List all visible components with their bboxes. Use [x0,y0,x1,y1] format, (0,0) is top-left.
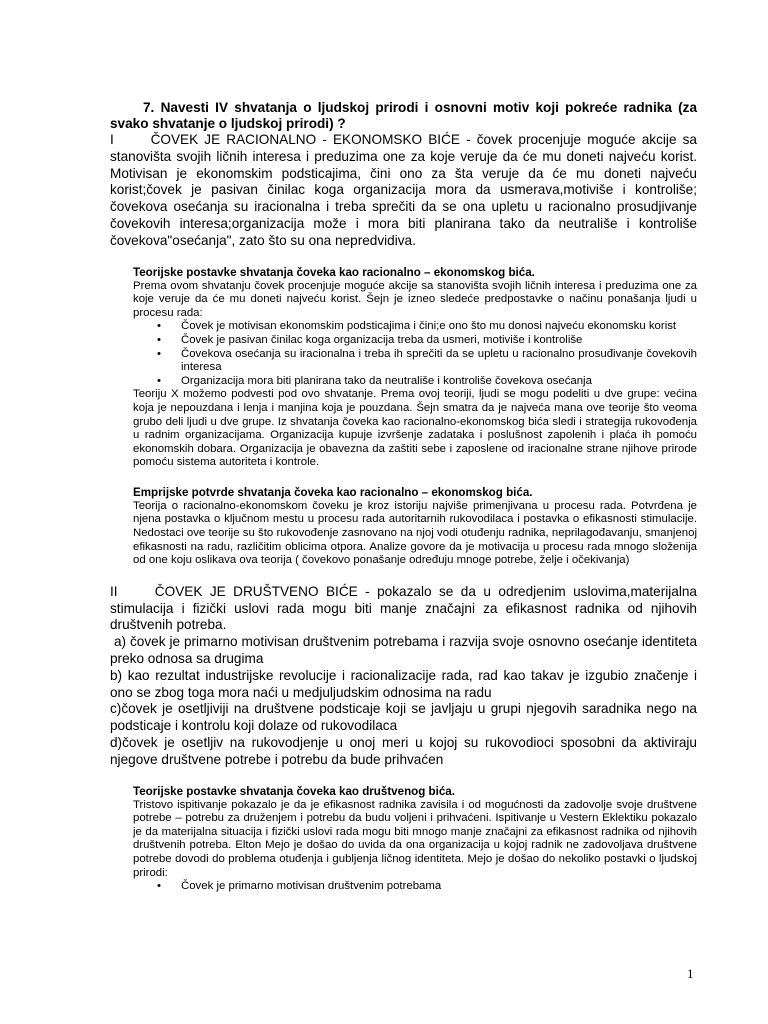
bullet-icon: • [157,880,161,893]
section2-theory-text: Tristovo ispitivanje pokazalo je da je efikasnost radnika zavisila i od mogućnosti da zadovolje svoje društvene potrebe – potrebu za druženjem i potrebu da budu voljeni i prihvaćeni. Ispitivanje u Vestern Eklektiku pokazalo je da materijalna situacija i fizički uslovi rada mogu biti mnogo manje značajni za efikasnost radnika od njihovih društvenih potreba. Elton Mejo je došao do uvida da ona organizacija u kojoj radnik ne zadovoljava društvene potrebe dovodi do problema otuđenja i gubljenja ličnog identiteta. Mejo je došao do nekoliko postavki o ljudskoj prirodi: [133,798,697,879]
list-item: • Organizacija mora biti planirana tako da neutrališe i kontroliše čovekova osećanja [157,374,592,387]
bullet-icon: • [157,347,161,360]
page-number: 1 [687,966,694,981]
section2-theory-heading: Teorijske postavke shvatanja čoveka kao društvenog bića. [133,784,455,798]
list-item: • Čovek je motivisan ekonomskim podsticajima i čini;e ono što mu donosi najveću ekonomsku korist [157,320,677,333]
section1-theory-heading: Teorijske postavke shvatanja čoveka kao racionalno – ekonomskog bića. [133,265,535,279]
list-item: • Čovekova osećanja su iracionalna i treba ih sprečiti da se upletu u racionalno prosuđivanje čovekovih interesa [157,347,697,374]
section2-bullet-list [110,880,697,894]
document-page [110,100,701,894]
bullet-icon: • [157,374,161,387]
list-item: • Čovek je primarno motivisan društvenim potrebama [157,880,442,893]
section1-bullet-list [110,320,697,388]
bullet-icon: • [157,333,161,346]
section1-empirical-text: Teorija o racionalno-ekonomskom čoveku je kroz istoriju najviše primenjivana u procesu rada. Potvrđena je njena postavka o ključnom mestu u procesu rada autoritarnih rukovodilaca i postavka o efikasnosti stimulacije. Nedostaci ove teorije su što rukovođenje zasnovano na njoj vodi otuđenju radnika, neprilagođavanju, smanjenoj efikasnosti na radu, različitim oblicima otpora. Analize govore da je motivacija u procesu rada mnogo složenija od one koju oslikava ova teorija ( čovekovo ponašanje određuju mnoge potrebe, želje i očekivanja) [133,499,697,567]
section1-paragraph: I ČOVEK JE RACIONALNO - EKONOMSKO BIĆE - čovek procenjuje moguće akcije sa stanovišta svojih ličnih interesa i preduzima one za koje veruje da će mu doneti najveću korist. Motivisan je ekonomskim podsticajima, čini ono za šta veruje da će mu doneti najveću korist;čovek je pasivan činilac koga organizacija mora da usmerava,motiviše i kontroliše; čovekova osećanja su iracionalna i treba sprečiti da se ona upletu u racionalno prosudjivanje čovekovih interesa;organizacija može i mora biti planirana tako da neutrališe i kontroliše čovekova"osećanja", zato što su ona nepredvidiva. [110,132,701,248]
section2-point-d: d)čovek je osetljiv na rukovodjenje u onoj meri u kojoj su rukovodioci sposobni da aktiviraju njegove društvene potrebe i potrebu da bude prihvaćen [110,735,697,767]
section1-theory-intro: Prema ovom shvatanju čovek procenjuje moguće akcije sa stanovišta svojih ličnih interesa i preduzima one za koje veruje da će mu doneti najveću korist. Šejn je izneo sledeće predpostavke o načinu ponašanja ljudi u procesu rada: [133,279,697,319]
list-item: • Čovek je pasivan činilac koga organizacija treba da usmeri, motiviše i kontroliše [157,333,583,346]
question-title: 7. Navesti IV shvatanja o ljudskoj prirodi i osnovni motiv koji pokreće radnika (za svako shvatanje o ljudskoj prirodi) ? [110,100,697,131]
section2-point-a: a) čovek je primarno motivisan društvenim potrebama i razvija svoje osnovno osećanje identiteta preko odnosa sa drugima [110,634,701,667]
section1-theory-x: Teoriju X možemo podvesti pod ovo shvatanje. Prema ovoj teoriji, ljudi se mogu podeliti u dve grupe: većina koja je nepouzdana i lenja i manjina koja je pouzdana. Šejn smatra da je najveća mana ove teorije što veoma grubo deli ljudi u dve grupe. Iz shvatanja čoveka kao racionalno-ekonomskog bića sledi i strategija rukovođenja u radnim organizacijama. Organizacija kupuje izvršenje zadataka i poslušnost zapolenih i plaća ih pomoću ekonomskih dobara. Organizacija je obavezna da zaštiti sebe i zaposlene od iracionalne strane njihove prirode pomoću sistema autoriteta i kontrole. [133,388,697,469]
section2-point-c: c)čovek je osetljiviji na društvene podsticaje koji se javljaju u grupi njegovih saradnika nego na podsticaje i kontrolu koji dolaze od rukovodilaca [110,701,697,734]
section2-paragraph: II ČOVEK JE DRUŠTVENO BIĆE - pokazalo se da u odredjenim uslovima,materijalna stimulacija i fizički uslovi rada mogu biti manje značajni za efikasnost radnika od njihovih društvenih potreba. [110,583,701,633]
bullet-icon: • [157,320,161,333]
section1-empirical-heading: Emprijske potvrde shvatanja čoveka kao racionalno – ekonomskog bića. [133,485,533,499]
section2-point-b: b) kao rezultat industrijske revolucije i racionalizacije rada, rad kao takav je izgubio značenje i ono se zbog toga mora naći u medjuljudskim odnosima na radu [110,667,697,700]
